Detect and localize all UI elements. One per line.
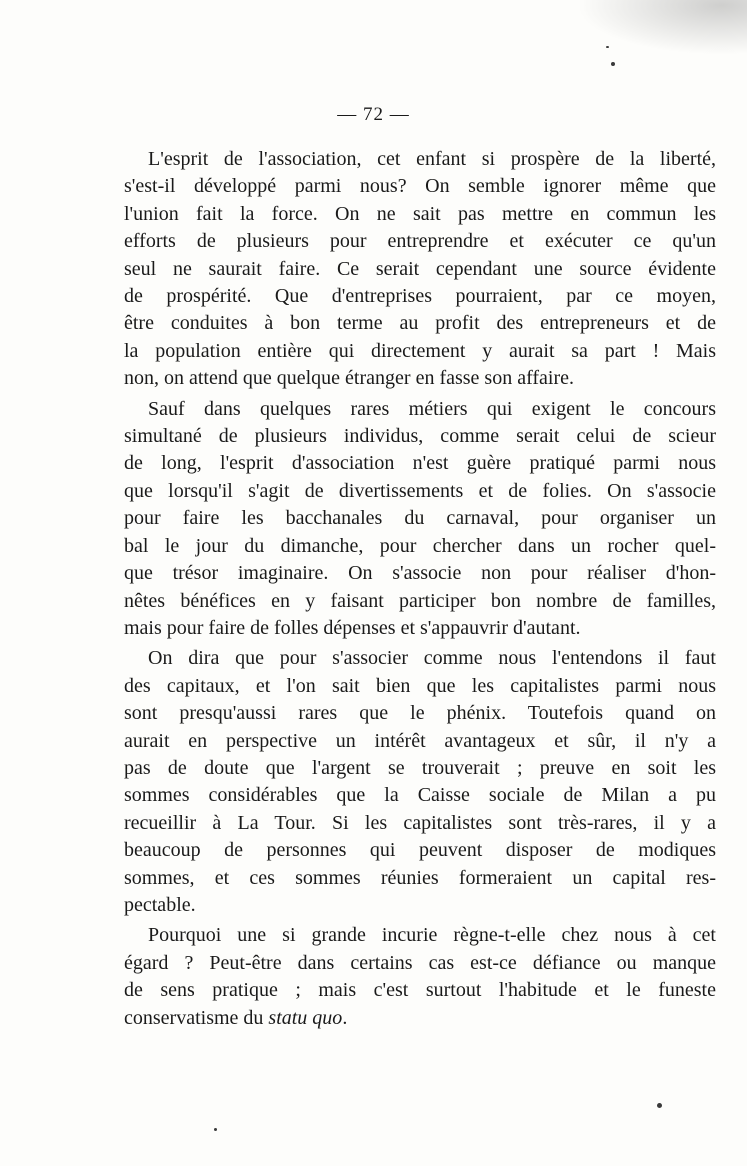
text-line: aurait en perspective un intérêt avantageux et sûr, il n'y a	[124, 729, 716, 752]
text-line: non, on attend que quelque étranger en fasse son affaire.	[124, 367, 575, 390]
text-line: L'esprit de l'association, cet enfant si prospère de la liberté,	[148, 148, 716, 170]
ink-speck	[657, 1103, 662, 1108]
paragraph-4	[124, 922, 716, 1032]
text-fragment: .	[342, 1006, 348, 1029]
ink-speck	[214, 1128, 217, 1131]
text-line: bal le jour du dimanche, pour chercher dans un rocher quel-	[124, 534, 716, 557]
text-line: de sens pratique ; mais c'est surtout l'habitude et le funeste	[124, 979, 716, 1002]
paragraph-3	[124, 645, 716, 919]
scan-noise	[577, 0, 747, 55]
text-line: efforts de plusieurs pour entreprendre et exécuter ce qu'un	[124, 230, 716, 253]
text-line: que trésor imaginaire. On s'associe non pour réaliser d'hon-	[124, 562, 716, 585]
text-line: beaucoup de personnes qui peuvent disposer de modiques	[124, 839, 716, 862]
text-line: mais pour faire de folles dépenses et s'appauvrir d'autant.	[124, 616, 581, 639]
text-line: Sauf dans quelques rares métiers qui exigent le concours	[148, 397, 716, 420]
text-line: nêtes bénéfices en y faisant participer bon nombre de familles,	[124, 589, 716, 612]
italic-phrase: statu quo	[268, 1006, 343, 1029]
text-line: de long, l'esprit d'association n'est guère pratiqué parmi nous	[124, 452, 716, 475]
text-line: être conduites à bon terme au profit des entrepreneurs et de	[124, 312, 716, 335]
text-line: égard ? Peut-être dans certains cas est-ce défiance ou manque	[124, 951, 716, 974]
ink-speck	[606, 46, 609, 48]
text-line: pectable.	[124, 893, 196, 916]
text-fragment: conservatisme du	[124, 1006, 269, 1029]
text-line: On dira que pour s'associer comme nous l'entendons il faut	[148, 647, 716, 670]
text-line	[124, 1005, 716, 1032]
paragraph-2	[124, 396, 716, 643]
text-line: s'est-il développé parmi nous? On semble ignorer même que	[124, 175, 716, 198]
text-line: de prospérité. Que d'entreprises pourraient, par ce moyen,	[124, 285, 716, 308]
text-line: que lorsqu'il s'agit de divertissements et de folies. On s'associe	[124, 479, 716, 502]
text-line: pour faire les bacchanales du carnaval, pour organiser un	[124, 507, 716, 530]
page-number: — 72 —	[337, 104, 410, 125]
text-line: Pourquoi une si grande incurie règne-t-elle chez nous à cet	[148, 924, 716, 947]
paragraph-1	[124, 146, 716, 393]
text-line: simultané de plusieurs individus, comme serait celui de scieur	[124, 425, 716, 448]
ink-speck	[611, 62, 615, 66]
text-line: des capitaux, et l'on sait bien que les capitalistes parmi nous	[124, 674, 716, 697]
text-line: sont presqu'aussi rares que le phénix. Toutefois quand on	[124, 702, 716, 725]
text-line: la population entière qui directement y aurait sa part ! Mais	[124, 339, 716, 362]
text-line: pas de doute que l'argent se trouverait ; preuve en soit les	[124, 756, 716, 779]
text-line: recueillir à La Tour. Si les capitalistes sont très-rares, il y a	[124, 811, 716, 834]
body-text	[124, 146, 716, 1032]
text-line: sommes, et ces sommes réunies formeraient un capital res-	[124, 866, 716, 889]
text-line: seul ne saurait faire. Ce serait cependant une source évidente	[124, 257, 716, 280]
text-line: l'union fait la force. On ne sait pas mettre en commun les	[124, 202, 716, 225]
text-line: sommes considérables que la Caisse sociale de Milan a pu	[124, 784, 716, 807]
